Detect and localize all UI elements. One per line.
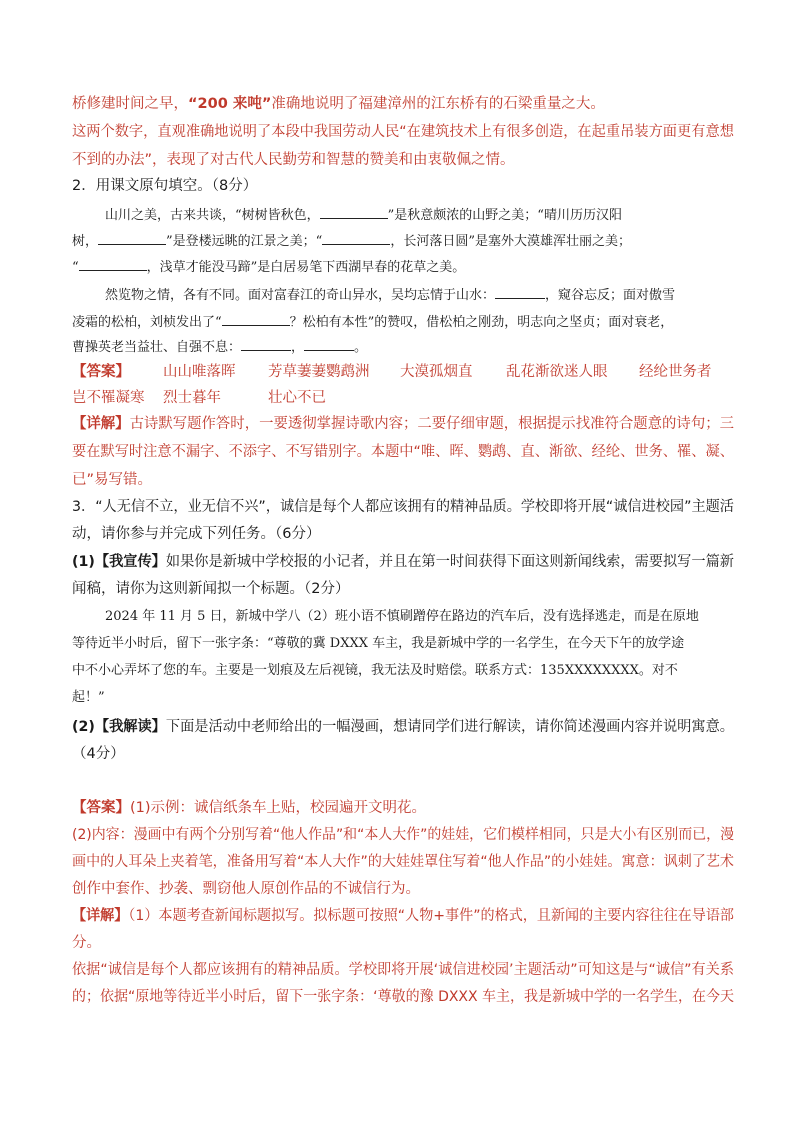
fill-blank (241, 338, 291, 351)
q2-text: ”是秋意颇浓的山野之美；“晴川历历汉阳 (387, 208, 622, 223)
q3-sub1-line-2: 闻稿，请你为这则新闻拟一个标题。（2分） (72, 581, 350, 597)
fill-blank (322, 232, 390, 245)
q2-text: ”是登楼远眺的江景之美；“ (166, 234, 323, 249)
q2-detail-line-3: 已”易写错。 (72, 472, 153, 488)
fill-blank (495, 286, 545, 299)
q3-sub1-num: (1) (72, 554, 95, 570)
q3-detail-line-3: 依据“诚信是每个人都应该拥有的精神品质。学校即将开展‘诚信进校园’主题活动”可知这是与“诚信”有关系 (72, 962, 735, 978)
q2-detail-label: 【详解】 (72, 416, 130, 432)
q3-detail-text: （1）本题考查新闻标题拟写。拟标题可按照“人物+事件”的格式，且新闻的主要内容往往在导语部 (128, 908, 735, 924)
q2-answer-7: 烈士暮年 (163, 390, 221, 406)
fill-blank (320, 206, 388, 219)
q3-news-line-3: 中不小心弄坏了您的车。主要是一划痕及左后视镜，我无法及时赔偿。联系方式：135XXXXXXXX。对不 (72, 663, 678, 678)
q2-poem-line-5 (72, 313, 673, 332)
q2-text: ，窥谷忘反；面对傲雪 (545, 288, 676, 303)
top-text: 准确地说明了福建漳州的江东桥有的石梁重量之大。 (271, 96, 605, 112)
q2-answer-1: 山山唯落晖 (163, 364, 236, 380)
q3-sub2-text: 下面是活动中老师给出的一幅漫画，想请同学们进行解读，请你简述漫画内容并说明寓意。 (165, 719, 734, 735)
q2-answer-5: 经纶世务者 (639, 364, 712, 380)
q3-detail-line-4: 的；依据“原地等待近半小时后，留下一张字条：‘尊敬的豫 DXXX 车主，我是新城中学的一名学生，在今天 (72, 989, 735, 1005)
q3-sub2-line-1 (72, 718, 734, 736)
top-line-3: 不到的办法”，表现了对古代人民勤劳和智慧的赞美和由衷敬佩之情。 (72, 152, 515, 168)
q3-sub1-text: 如果你是新城中学校报的小记者，并且在第一时间获得下面这则新闻线索，需要拟写一篇新 (165, 554, 734, 570)
q3-answer-line-3: 画中的人耳朵上夹着笔，准备用写着“本人大作”的大娃娃罩住写着“他人作品”的小娃娃。寓意：讽刺了艺术 (72, 854, 735, 870)
q2-text: 然览物之情，各有不同。面对富春江的奇山异水，吴均忘情于山水： (105, 288, 496, 303)
q3-news-line-1: 2024 年 11 月 5 日，新城中学八（2）班小语不慎刷蹭停在路边的汽车后，没有选择逃走，而是在原地 (105, 609, 699, 624)
q2-detail-line-2: 要在默写时注意不漏字、不添字、不写错别字。本题中“唯、晖、鹦鹉、直、渐欲、经纶、世务、罹、凝、 (72, 444, 734, 460)
q2-text: ？松柏有本性”的赞叹，借松柏之刚劲，明志向之坚贞；面对衰老， (289, 315, 674, 330)
q3-detail-line-1 (72, 907, 734, 925)
q3-sub1-tag: 【我宣传】 (94, 554, 166, 570)
top-line-2: 这两个数字，直观准确地说明了本段中我国劳动人民“在建筑技术上有很多创造，在起重吊装方面更有意想 (72, 124, 734, 140)
q2-answer-2: 芳草萋萋鹦鹉洲 (268, 364, 370, 380)
q3-answer-label: 【答案】 (72, 800, 130, 816)
q3-news-line-2: 等待近半小时后，留下一张字条：“尊敬的冀 DXXX 车主，我是新城中学的一名学生，在今天下午的放学途 (72, 636, 685, 651)
q2-answer-label: 【答案】 (72, 364, 130, 380)
q3-sub2-num: (2) (72, 719, 95, 735)
q3-title-line-2: 动，请你参与并完成下列任务。（6分） (72, 526, 321, 542)
q2-text: 树， (72, 234, 99, 249)
q3-news-line-4: 起！” (72, 690, 105, 705)
q2-answer-3: 大漠孤烟直 (400, 364, 473, 380)
top-highlight: “200 来吨” (188, 96, 272, 112)
q3-sub2-tag: 【我解读】 (94, 719, 166, 735)
top-text: 桥修建时间之早， (72, 96, 188, 112)
fill-blank (98, 232, 166, 245)
q2-title: 2．用课文原句填空。（8分） (72, 178, 258, 194)
q2-answer-6: 岂不罹凝寒 (72, 390, 145, 406)
q2-detail-line-1 (72, 415, 734, 433)
q2-text: ，浅草才能没马蹄”是白居易笔下西湖早春的花草之美。 (146, 260, 466, 275)
q3-detail-line-2: 分。 (72, 935, 101, 951)
q2-text: 山川之美，古来共谈，“树树皆秋色， (105, 208, 320, 223)
q2-poem-line-4 (105, 286, 675, 305)
q3-answer-line-2: (2)内容：漫画中有两个分别写着“他人作品”和“本人大作”的娃娃，它们模样相同，只是大小有区别而已，漫 (72, 827, 735, 843)
q3-answer-line-4: 创作中套作、抄袭、剽窃他人原创作品的不诚信行为。 (72, 881, 420, 897)
q2-answer-8: 壮心不已 (268, 390, 326, 406)
q3-title-line-1: 3．“人无信不立，业无信不兴”，诚信是每个人都应该拥有的精神品质。学校即将开展“诚信进校园”主题活 (72, 499, 734, 515)
q2-poem-line-1 (105, 206, 622, 225)
q2-detail-text: 古诗默写题作答时，一要透彻掌握诗歌内容；二要仔细审题，根据提示找准符合题意的诗句；三 (129, 416, 734, 432)
q2-poem-line-6 (72, 338, 367, 357)
q2-text: 曹操英老当益壮、自强不息： (72, 340, 242, 355)
q2-answer-4: 乱花渐欲迷人眼 (506, 364, 608, 380)
q3-sub2-line-2: （4分） (72, 746, 125, 762)
q2-text: “ (72, 260, 79, 275)
q3-sub1-line-1 (72, 553, 734, 571)
q2-text: ，长河落日圆”是塞外大漠雄浑壮丽之美； (390, 234, 631, 249)
fill-blank (304, 338, 354, 351)
q2-text: ， (291, 340, 305, 355)
q2-poem-line-3 (72, 258, 465, 277)
q3-detail-label: 【详解】 (72, 908, 129, 924)
fill-blank (222, 313, 290, 326)
q3-answer-text: (1)示例：诚信纸条车上贴，校园遍开文明花。 (130, 800, 427, 816)
fill-blank (79, 258, 147, 271)
q2-text: 凌霜的松柏，刘桢发出了“ (72, 315, 222, 330)
q2-text: 。 (354, 340, 368, 355)
q3-answer-line-1 (72, 799, 426, 817)
top-line-1 (72, 95, 605, 113)
q2-poem-line-2 (72, 232, 631, 251)
